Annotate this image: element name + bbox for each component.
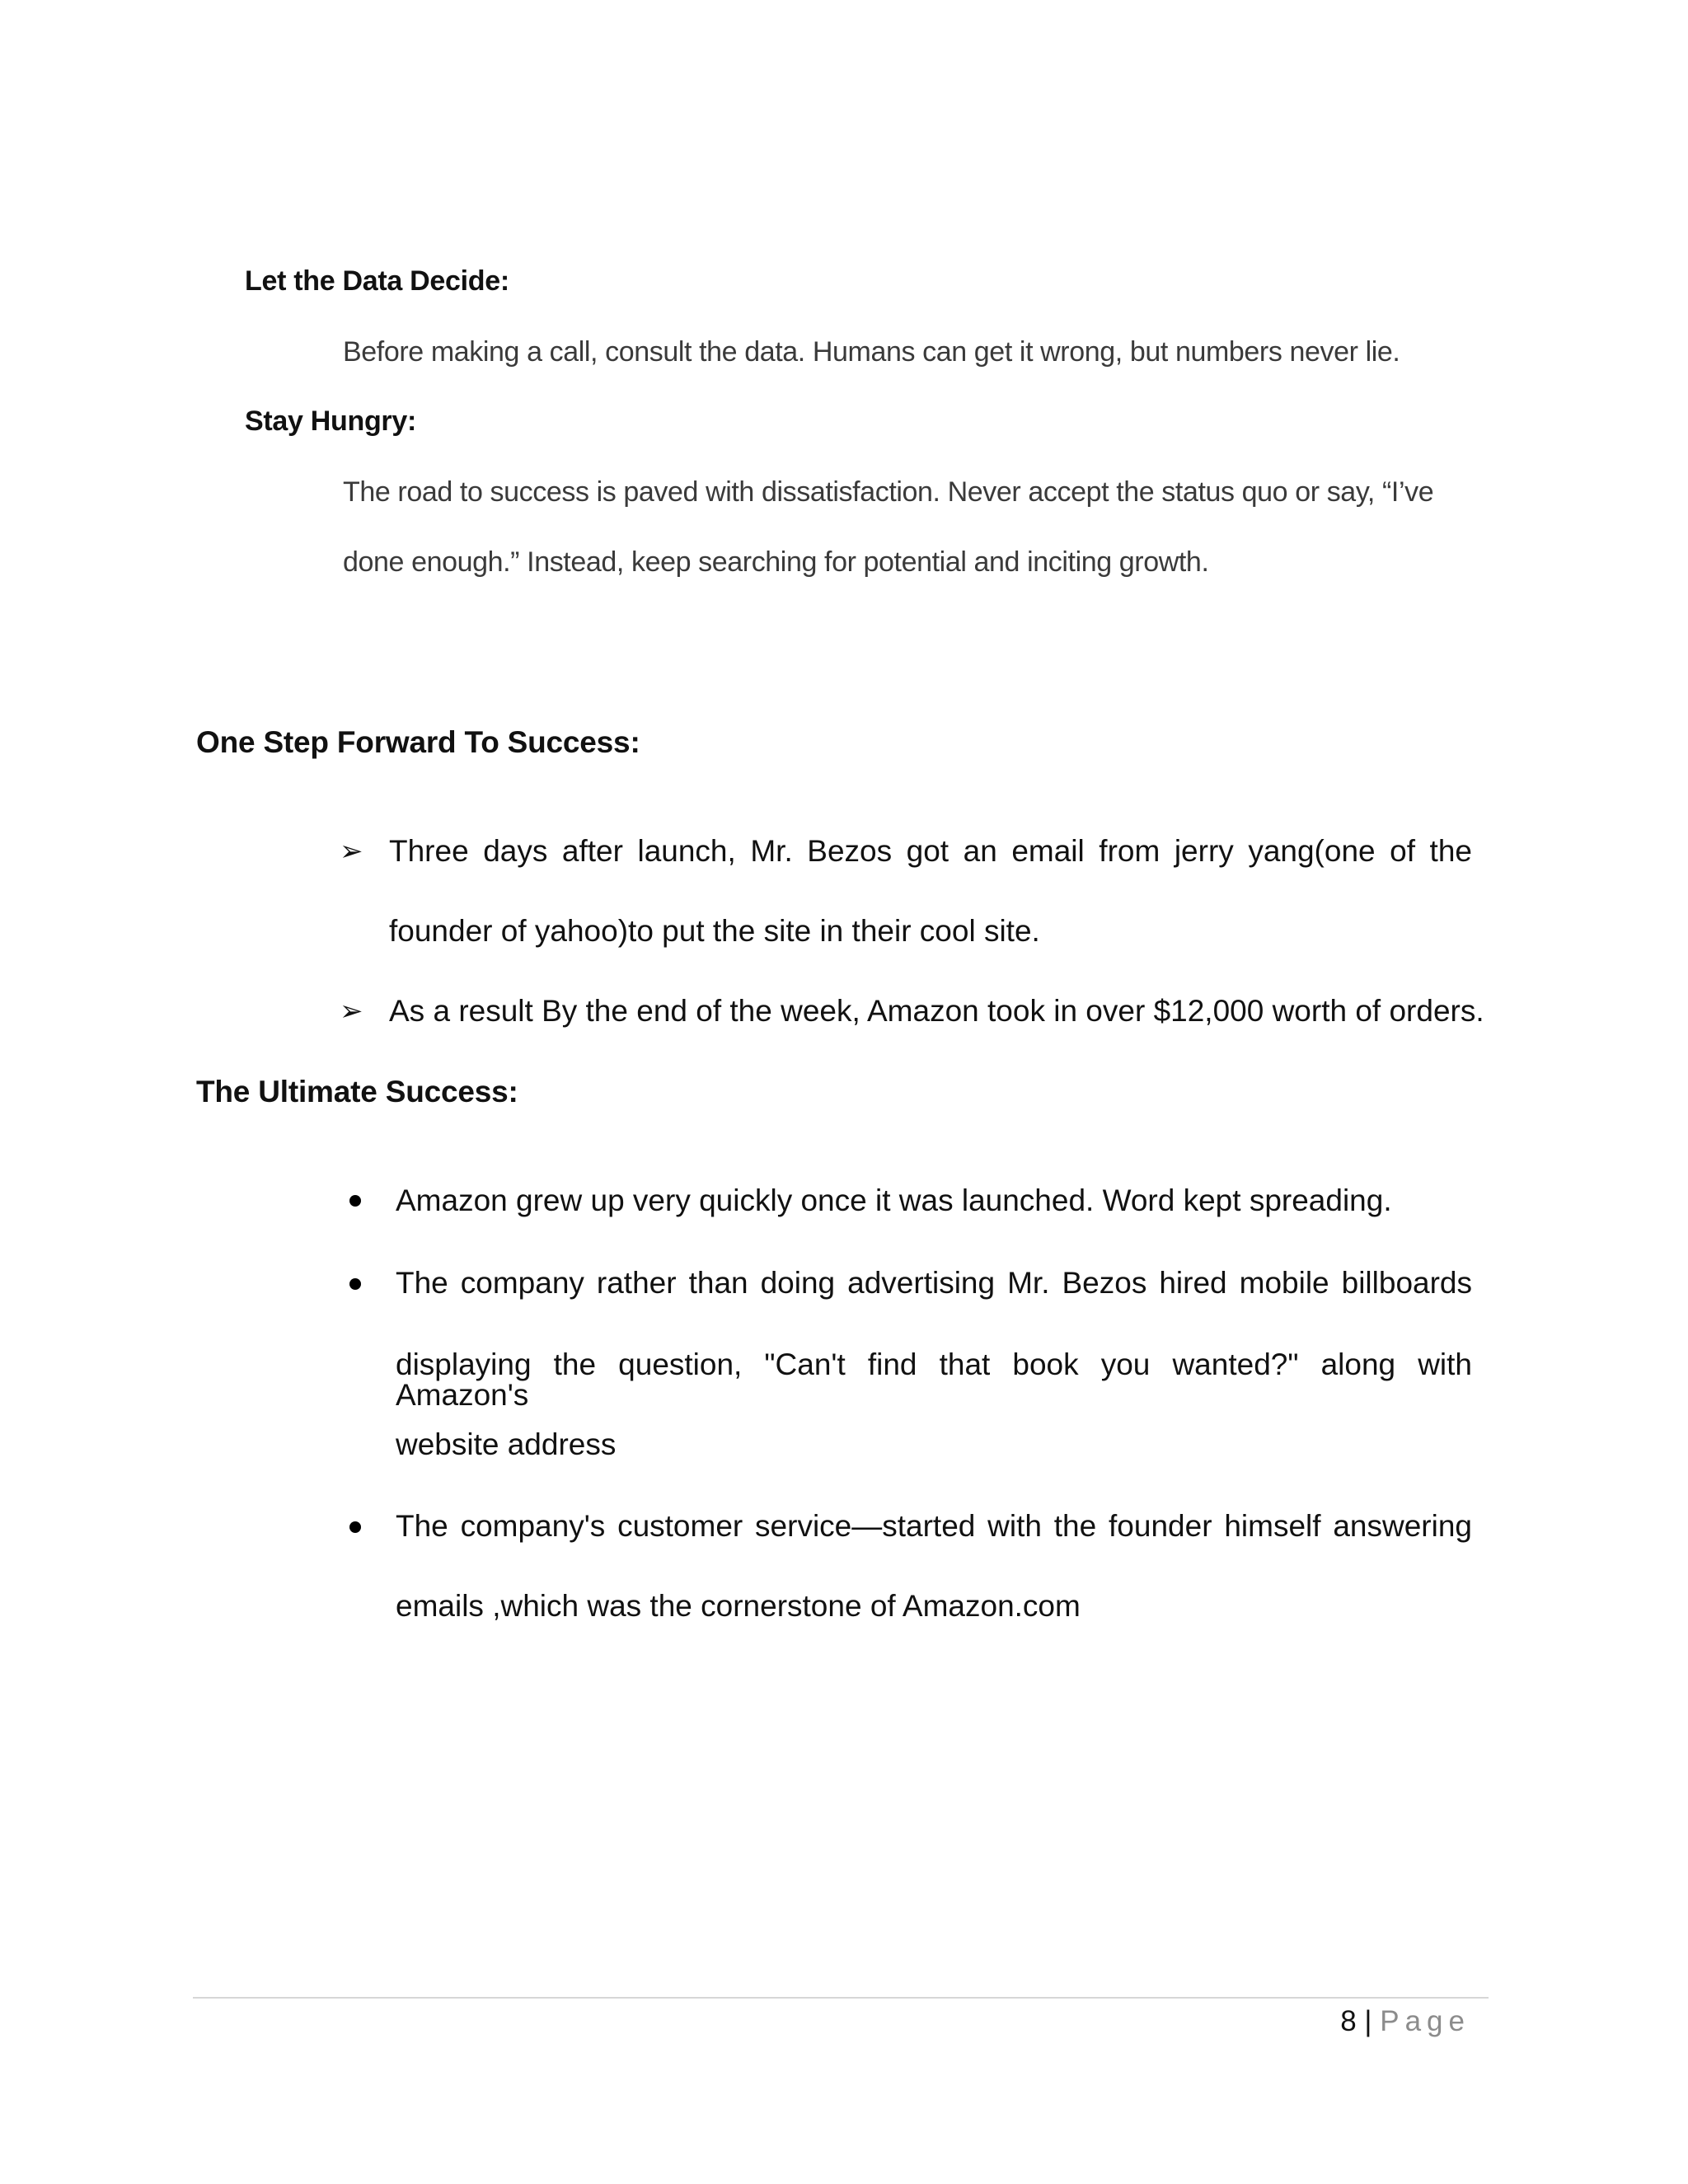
list-item-ultimate-3-line-2: emails ,which was the cornerstone of Amazon.com xyxy=(396,1589,1081,1623)
list-item-one-step-2-line-1: As a result By the end of the week, Amazon took in over $12,000 worth of orders. xyxy=(389,994,1484,1028)
section-title-one-step-forward: One Step Forward To Success: xyxy=(196,725,640,759)
footer-rule xyxy=(193,1997,1489,1999)
list-item-one-step-1-line-1: Three days after launch, Mr. Bezos got an email from jerry yang(one of the xyxy=(389,834,1472,868)
paragraph-stay-hungry-line-2: done enough.” Instead, keep searching for potential and inciting growth. xyxy=(343,546,1209,578)
paragraph-data-decide: Before making a call, consult the data. Humans can get it wrong, but numbers never lie. xyxy=(343,336,1400,368)
list-item-one-step-1-line-2: founder of yahoo)to put the site in their cool site. xyxy=(389,914,1040,948)
page-footer xyxy=(1340,2007,1470,2036)
page-separator: | xyxy=(1364,2005,1372,2037)
bullet-dot-icon xyxy=(349,1278,361,1290)
bullet-dot-icon xyxy=(349,1195,361,1207)
bullet-dot-icon xyxy=(349,1521,361,1533)
list-item-ultimate-2-line-2: displaying the question, "Can't find that book you wanted?" along with Amazon's xyxy=(396,1347,1472,1412)
arrow-bullet-icon: ➢ xyxy=(340,996,363,1027)
list-item-ultimate-1-line-1: Amazon grew up very quickly once it was launched. Word kept spreading. xyxy=(396,1183,1392,1217)
arrow-bullet-icon: ➢ xyxy=(340,836,363,867)
page-label: Page xyxy=(1380,2005,1470,2037)
heading-stay-hungry: Stay Hungry: xyxy=(245,405,416,437)
page-number: 8 xyxy=(1340,2005,1357,2037)
heading-let-the-data-decide: Let the Data Decide: xyxy=(245,265,509,297)
paragraph-stay-hungry-line-1: The road to success is paved with dissatisfaction. Never accept the status quo or say, “I’ve xyxy=(343,476,1434,508)
section-title-ultimate-success: The Ultimate Success: xyxy=(196,1075,518,1108)
list-item-ultimate-2-line-3: website address xyxy=(396,1427,617,1461)
list-item-ultimate-3-line-1: The company's customer service—started with the founder himself answering xyxy=(396,1509,1472,1543)
list-item-ultimate-2-line-1: The company rather than doing advertising Mr. Bezos hired mobile billboards xyxy=(396,1266,1472,1300)
